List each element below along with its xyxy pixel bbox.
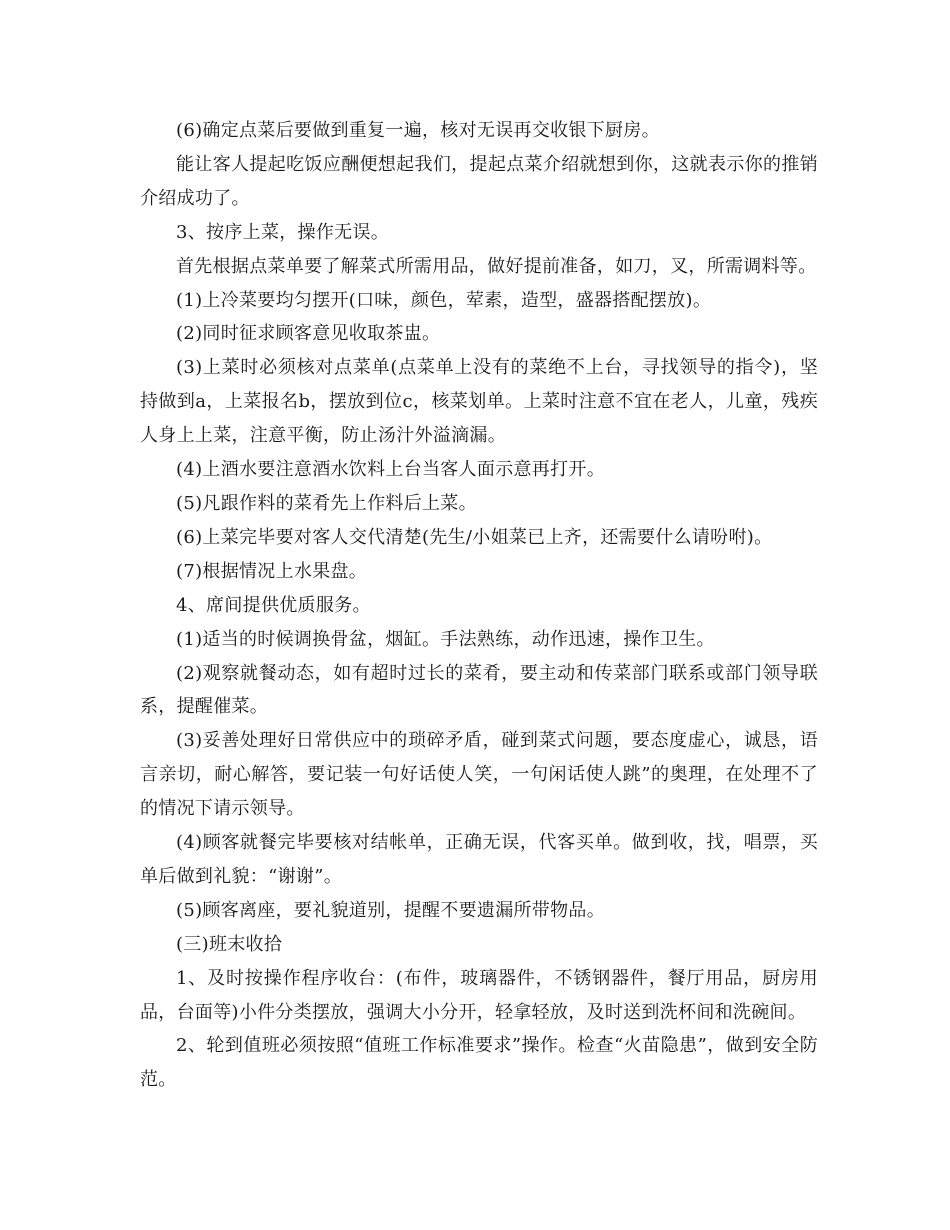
paragraph: 能让客人提起吃饭应酬便想起我们，提起点菜介绍就想到你，这就表示你的推销介绍成功了。 [140,153,818,209]
list-item: (3)上菜时必须核对点菜单(点菜单上没有的菜绝不上台，寻找领导的指令)，坚持做到a，上菜报名b，摆放到位c，核菜划单。上菜时注意不宜在老人，儿童，残疾人身上上菜，注意平衡，防止汤汁外溢滴漏。 [140,357,818,447]
list-item: (4)上酒水要注意酒水饮料上台当客人面示意再打开。 [176,459,605,481]
list-item: (4)顾客就餐完毕要核对结帐单，正确无误，代客买单。做到收，找，唱票，买单后做到礼貌：“谢谢”。 [140,832,818,887]
section-heading: 3、按序上菜，操作无误。 [176,221,390,243]
section-heading: (三)班末收拾 [176,933,283,955]
list-item: (6)上菜完毕要对客人交代清楚(先生/小姐菜已上齐，还需要什么请吩咐)。 [176,526,773,548]
list-item: (1)适当的时候调换骨盆，烟缸。手法熟练，动作迅速，操作卫生。 [176,628,715,650]
list-item: (5)凡跟作料的菜肴先上作料后上菜。 [176,492,477,514]
list-item: 2、轮到值班必须按照“值班工作标准要求”操作。检查“火苗隐患”，做到安全防范。 [140,1035,818,1091]
list-item: (2)观察就餐动态，如有超时过长的菜肴，要主动和传菜部门联系或部门领导联系，提醒催菜。 [140,662,818,718]
section-heading: 4、席间提供优质服务。 [176,594,371,616]
document-body [140,114,818,1097]
list-item: (1)上冷菜要均匀摆开(口味，颜色，荤素，造型，盛器搭配摆放)。 [176,289,712,311]
list-item: (5)顾客离座，要礼貌道别，提醒不要遗漏所带物品。 [176,899,605,921]
paragraph: 首先根据点菜单要了解菜式所需用品，做好提前准备，如刀，叉，所需调料等。 [176,255,817,277]
list-item: (3)妥善处理好日常供应中的琐碎矛盾，碰到菜式问题，要态度虚心，诚恳，语言亲切，耐心解答，要记装一句好话使人笑，一句闲话使人跳”的奥理，在处理不了的情况下请示领导。 [140,730,818,820]
paragraph: (6)确定点菜后要做到重复一遍，核对无误再交收银下厨房。 [176,120,660,141]
list-item: (2)同时征求顾客意见收取茶盅。 [176,323,441,345]
list-item: 1、及时按操作程序收台：(布件，玻璃器件，不锈钢器件，餐厅用品，厨房用品，台面等)小件分类摆放，强调大小分开，轻拿轻放，及时送到洗杯间和洗碗间。 [140,967,818,1023]
list-item: (7)根据情况上水果盘。 [176,560,368,582]
